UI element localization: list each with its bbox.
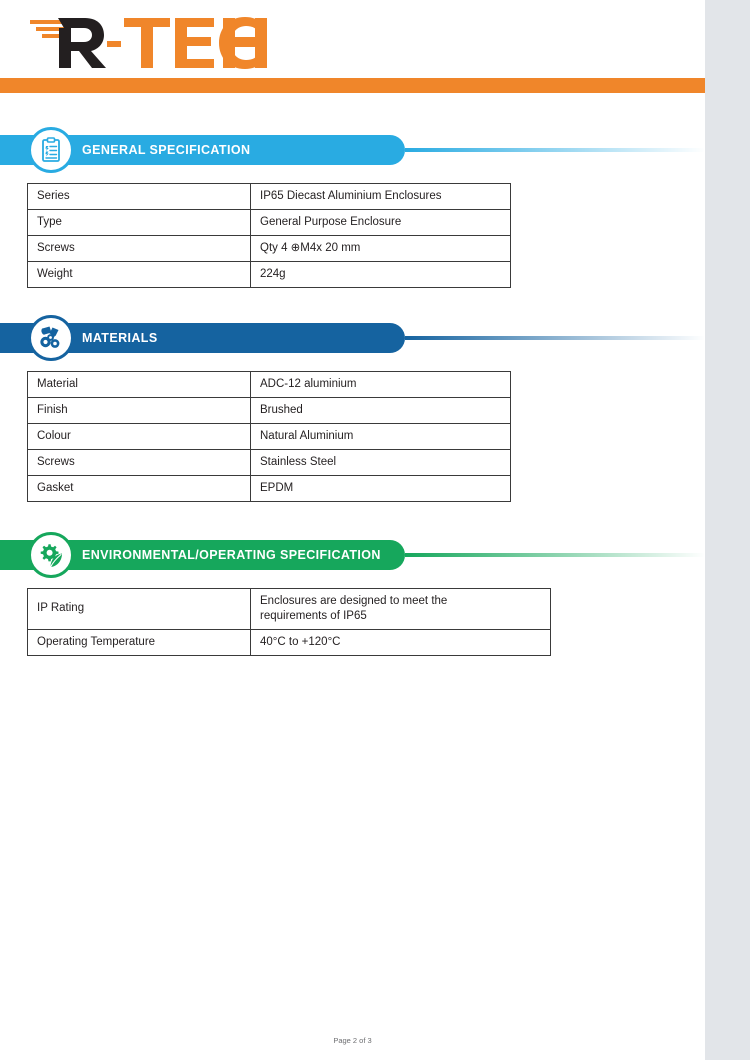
section-icon-badge xyxy=(28,532,74,578)
row-label: Finish xyxy=(28,397,251,423)
row-label: IP Rating xyxy=(28,589,251,630)
section-banner xyxy=(0,135,405,165)
section-banner xyxy=(0,323,405,353)
orange-divider-bar xyxy=(0,78,705,93)
table-row xyxy=(28,397,511,423)
section-banner xyxy=(0,540,405,570)
general-specification-table xyxy=(27,183,511,288)
table-row xyxy=(28,261,511,287)
table-row xyxy=(28,589,551,630)
row-label: Gasket xyxy=(28,475,251,501)
materials-table xyxy=(27,371,511,502)
row-value: Stainless Steel xyxy=(251,449,511,475)
row-value: General Purpose Enclosure xyxy=(251,209,511,235)
section-title: MATERIALS xyxy=(82,331,158,345)
section-icon-badge xyxy=(28,315,74,361)
page-footer: Page 2 of 3 xyxy=(333,1036,372,1045)
row-label: Material xyxy=(28,372,251,398)
table-row xyxy=(28,629,551,655)
row-value: Natural Aluminium xyxy=(251,423,511,449)
table-row xyxy=(28,184,511,210)
table-row xyxy=(28,475,511,501)
row-value: EPDM xyxy=(251,475,511,501)
row-value: Enclosures are designed to meet the requirements of IP65 xyxy=(251,589,551,630)
section-title: GENERAL SPECIFICATION xyxy=(82,143,251,157)
row-label: Operating Temperature xyxy=(28,629,251,655)
row-label: Weight xyxy=(28,261,251,287)
section-title: ENVIRONMENTAL/OPERATING SPECIFICATION xyxy=(82,548,381,562)
section-general-specification xyxy=(0,135,750,280)
row-value: 40°C to +120°C xyxy=(251,629,551,655)
clipboard-checklist-icon xyxy=(38,137,64,163)
logo-letter-r xyxy=(58,18,106,68)
row-value: IP65 Diecast Aluminium Enclosures xyxy=(251,184,511,210)
banner-tail xyxy=(405,148,705,152)
row-value: ADC-12 aluminium xyxy=(251,372,511,398)
row-value: Brushed xyxy=(251,397,511,423)
banner-tail xyxy=(405,553,705,557)
section-icon-badge xyxy=(28,127,74,173)
gear-leaf-icon xyxy=(38,542,65,569)
row-label: Screws xyxy=(28,449,251,475)
section-materials xyxy=(0,323,750,494)
table-row xyxy=(28,423,511,449)
rtech-logo xyxy=(28,14,288,70)
table-row xyxy=(28,449,511,475)
environmental-operating-table xyxy=(27,588,551,656)
table-row xyxy=(28,235,511,261)
row-label: Series xyxy=(28,184,251,210)
logo-speed-lines xyxy=(30,20,64,38)
row-label: Type xyxy=(28,209,251,235)
table-row xyxy=(28,372,511,398)
row-value: 224g xyxy=(251,261,511,287)
logo-wordmark-tech xyxy=(107,17,267,69)
section-environmental-operating xyxy=(0,540,750,648)
banner-tail xyxy=(405,336,705,340)
table-row xyxy=(28,209,511,235)
row-label: Colour xyxy=(28,423,251,449)
row-value: Qty 4 ⊕M4x 20 mm xyxy=(251,235,511,261)
row-label: Screws xyxy=(28,235,251,261)
pipes-bundle-icon xyxy=(37,324,65,352)
